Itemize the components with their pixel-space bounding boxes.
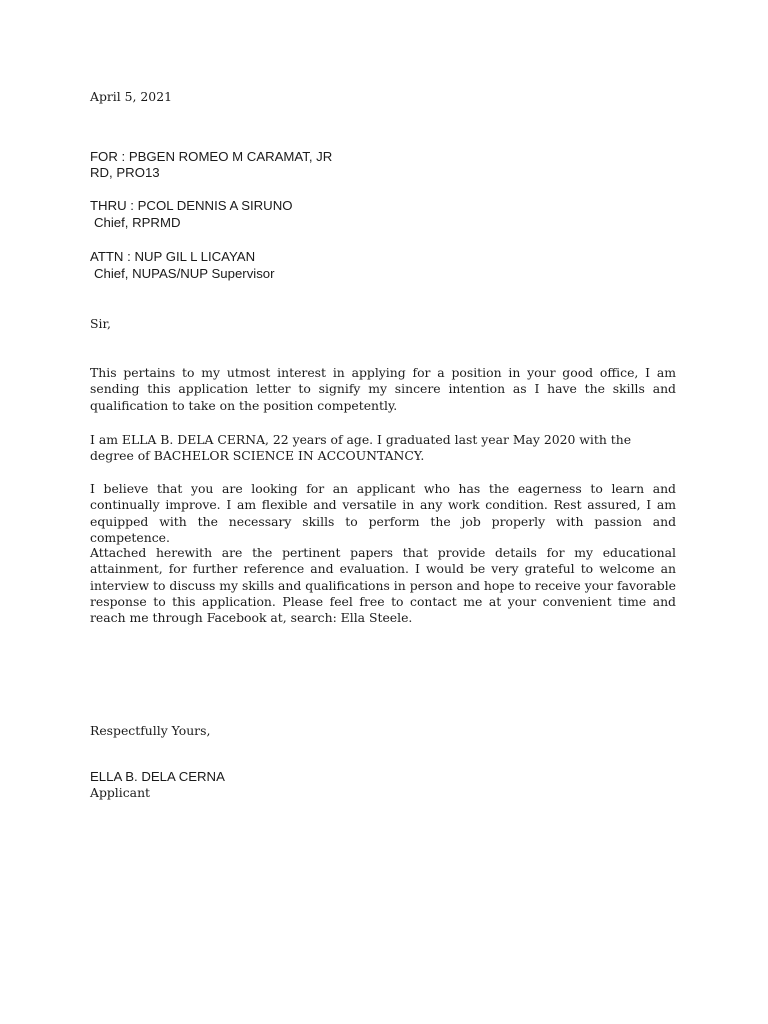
paragraph-interest: This pertains to my utmost interest in applying for a position in your good office, I am sending this application letter to signify my sincere intention as I have the skills and qualification to take on the position competently. [90, 365, 676, 413]
thru-office: Chief, RPRMD [94, 215, 181, 230]
attn-line: ATTN : NUP GIL L LICAYAN [90, 249, 256, 264]
closing: Respectfully Yours, [90, 723, 211, 738]
attn-office: Chief, NUPAS/NUP Supervisor [94, 266, 275, 281]
for-office: RD, PRO13 [90, 165, 160, 180]
thru-line: THRU : PCOL DENNIS A SIRUNO [90, 198, 293, 213]
paragraph-introduction: I am ELLA B. DELA CERNA, 22 years of age. I graduated last year May 2020 with the degree of BACHELOR SCIENCE IN ACCOUNTANCY. [90, 432, 632, 464]
signature-title: Applicant [90, 785, 151, 800]
paragraph-qualities: I believe that you are looking for an applicant who has the eagerness to learn and continually improve. I am flexible and versatile in any work condition. Rest assured, I am equipped with the necessary skills to perform the job properly with passion and competence. [90, 481, 676, 545]
paragraph-attachments: Attached herewith are the pertinent papers that provide details for my educational attainment, for further reference and evaluation. I would be very grateful to welcome an interview to discuss my skills and qualifications in person and hope to receive your favorable response to this application. Please feel free to contact me at your convenient time and reach me through Facebook at, search: Ella Steele. [90, 545, 676, 626]
letter-date: April 5, 2021 [90, 89, 172, 104]
signature-name: ELLA B. DELA CERNA [90, 769, 225, 784]
for-line: FOR : PBGEN ROMEO M CARAMAT, JR [90, 149, 333, 164]
salutation: Sir, [90, 316, 111, 331]
